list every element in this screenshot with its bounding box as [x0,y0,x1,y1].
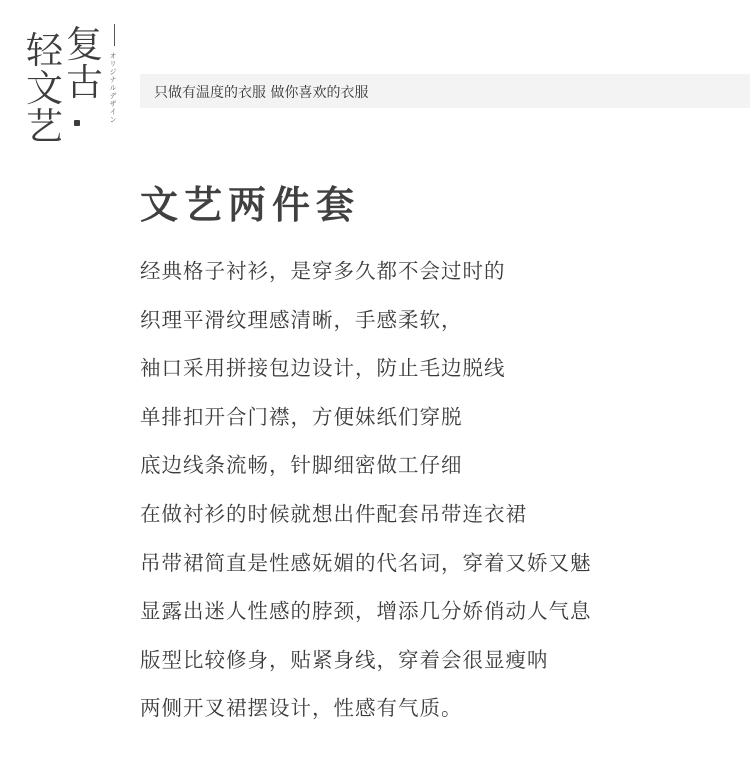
logo-dot [74,120,80,126]
brand-logo [22,18,132,148]
logo-char-gu: 古 [66,61,103,104]
description-line: 底边线条流畅，针脚细密做工仔细 [140,453,463,478]
description-line: 两侧开叉裙摆设计，性感有气质。 [140,696,463,721]
logo-char-yi: 艺 [26,105,63,148]
description-line: 织理平滑纹理感清晰，手感柔软， [140,307,463,332]
description-line: 吊带裙简直是性感妩媚的代名词，穿着又娇又魅 [140,550,592,575]
description-list [140,253,592,739]
slogan-banner [140,74,750,108]
slogan-text: 只做有温度的衣服 做你喜欢的衣服 [154,85,369,101]
logo-char-qing: 轻 [26,29,63,72]
description-line: 袖口采用拼接包边设计，防止毛边脱线 [140,356,506,381]
page-title: 文艺两件套 [140,183,361,227]
logo-char-fu: 复 [66,23,103,66]
description-line: 单排扣开合门襟，方便妹纸们穿脱 [140,404,463,429]
description-line: 经典格子衬衫，是穿多久都不会过时的 [140,259,506,283]
logo-vertical-text: オリジナルデザイン [109,52,117,124]
description-line: 在做衬衫的时候就想出件配套吊带连衣裙 [140,501,527,526]
description-line: 版型比较修身，贴紧身线，穿着会很显瘦呐 [140,647,549,672]
logo-divider-line [114,24,115,46]
logo-char-wen: 文 [26,67,63,110]
description-line: 显露出迷人性感的脖颈，增添几分娇俏动人气息 [140,599,592,624]
